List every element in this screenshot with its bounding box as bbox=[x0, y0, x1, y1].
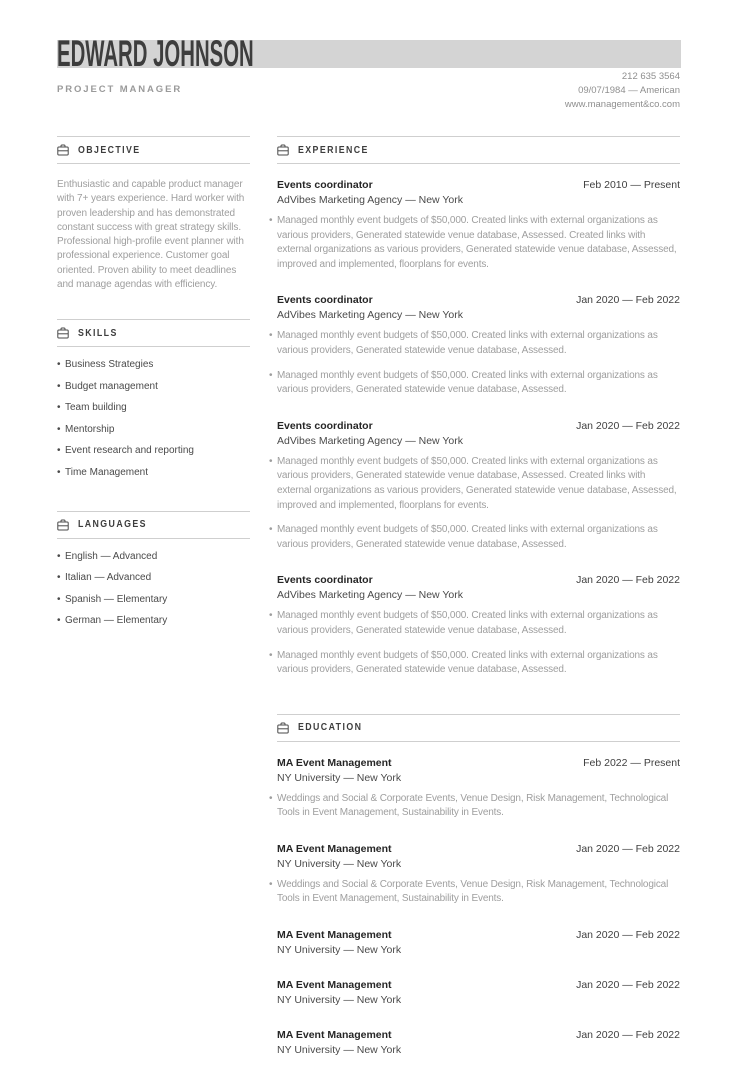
skills-list bbox=[57, 360, 250, 478]
section-heading: LANGUAGES bbox=[78, 519, 147, 531]
bullet-item: • Managed monthly event budgets of $50,000. Created links with external organizations as various providers, Generated statewide venue database, Assessed. bbox=[270, 329, 680, 358]
job-bullet-list bbox=[270, 214, 680, 272]
skills-section bbox=[57, 319, 250, 478]
skill-item: • Budget management bbox=[57, 382, 250, 392]
left-column bbox=[57, 136, 250, 1057]
school-name: NY University — New York bbox=[277, 994, 402, 1007]
degree-dates: Jan 2020 — Feb 2022 bbox=[576, 842, 680, 855]
entry-header bbox=[277, 1029, 680, 1042]
briefcase-icon bbox=[57, 327, 69, 339]
experience-entry bbox=[277, 179, 680, 272]
entry-header bbox=[277, 979, 680, 992]
bullet-item: • Managed monthly event budgets of $50,000. Created links with external organizations as various providers, Generated statewide venue database, Assessed. bbox=[270, 523, 680, 552]
education-entry bbox=[277, 843, 680, 907]
entry-header bbox=[277, 420, 680, 433]
languages-section bbox=[57, 511, 250, 627]
contact-birthdate-nationality: 09/07/1984 — American bbox=[578, 85, 680, 96]
bullet-item: • Managed monthly event budgets of $50,000. Created links with external organizations as various providers, Generated statewide venue database, Assessed. bbox=[270, 369, 680, 398]
education-section bbox=[277, 714, 680, 1057]
job-bullet-list bbox=[270, 609, 680, 677]
skill-item: • Business Strategies bbox=[57, 360, 250, 370]
entry-header bbox=[277, 757, 680, 770]
experience-entry bbox=[277, 574, 680, 677]
school-name: NY University — New York bbox=[277, 857, 402, 870]
job-bullet-list bbox=[270, 329, 680, 397]
education-entry bbox=[277, 979, 680, 1007]
resume-page bbox=[0, 33, 736, 1081]
job-company: AdVibes Marketing Agency — New York bbox=[277, 194, 463, 206]
entry-header bbox=[277, 929, 680, 942]
entry-header bbox=[277, 294, 680, 307]
briefcase-icon bbox=[277, 144, 289, 156]
bullet-item: • Managed monthly event budgets of $50,000. Created links with external organizations as various providers, Generated statewide venue database, Assessed. bbox=[270, 649, 680, 678]
job-title: Events coordinator bbox=[277, 294, 373, 307]
degree-title: MA Event Management bbox=[277, 842, 392, 855]
contact-phone: 212 635 3564 bbox=[621, 71, 680, 82]
job-company: AdVibes Marketing Agency — New York bbox=[277, 309, 463, 322]
briefcase-icon bbox=[277, 722, 289, 734]
entry-header bbox=[277, 843, 680, 856]
degree-dates: Jan 2020 — Feb 2022 bbox=[576, 979, 680, 992]
section-heading: SKILLS bbox=[78, 327, 118, 339]
job-company: AdVibes Marketing Agency — New York bbox=[277, 434, 463, 447]
bullet-item: • Managed monthly event budgets of $50,000. Created links with external organizations as various providers, Generated statewide venue database, Assessed. bbox=[270, 609, 680, 638]
skill-item: • Time Management bbox=[57, 468, 250, 478]
degree-bullet-list bbox=[270, 878, 680, 907]
job-dates: Feb 2010 — Present bbox=[583, 179, 680, 191]
section-heading: EDUCATION bbox=[298, 722, 363, 734]
languages-section-header bbox=[57, 511, 250, 539]
entry-header bbox=[277, 574, 680, 587]
language-item: • Italian — Advanced bbox=[57, 573, 250, 583]
experience-section-header bbox=[277, 136, 680, 164]
section-heading: EXPERIENCE bbox=[298, 144, 369, 156]
briefcase-icon bbox=[57, 519, 69, 531]
skill-item: • Mentorship bbox=[57, 425, 250, 435]
school-name: NY University — New York bbox=[277, 944, 402, 957]
briefcase-icon bbox=[57, 144, 69, 156]
job-dates: Jan 2020 — Feb 2022 bbox=[576, 294, 680, 307]
school-name: NY University — New York bbox=[277, 771, 402, 784]
person-name: EDWARD JOHNSON bbox=[57, 33, 254, 74]
skill-item: • Event research and reporting bbox=[57, 446, 250, 456]
language-item: • Spanish — Elementary bbox=[57, 595, 250, 605]
degree-title: MA Event Management bbox=[277, 979, 392, 992]
entry-header bbox=[277, 179, 680, 192]
language-item: • German — Elementary bbox=[57, 616, 250, 626]
degree-title: MA Event Management bbox=[277, 1029, 392, 1042]
contact-website: www.management&co.com bbox=[564, 99, 680, 110]
experience-entry bbox=[277, 294, 680, 397]
right-column bbox=[277, 136, 680, 1057]
person-job-title: PROJECT MANAGER bbox=[57, 84, 183, 95]
job-dates: Jan 2020 — Feb 2022 bbox=[576, 419, 680, 432]
bullet-item: • Weddings and Social & Corporate Events, Venue Design, Risk Management, Technological Tools in Event Management, Sustainability in Events. bbox=[270, 878, 680, 907]
bullet-item: • Weddings and Social & Corporate Events, Venue Design, Risk Management, Technological Tools in Event Management, Sustainability in Events. bbox=[270, 792, 680, 821]
education-entry bbox=[277, 929, 680, 957]
job-bullet-list bbox=[270, 455, 680, 553]
degree-bullet-list bbox=[270, 792, 680, 821]
objective-section-header bbox=[57, 136, 250, 164]
languages-list bbox=[57, 552, 250, 627]
school-name: NY University — New York bbox=[277, 1044, 402, 1057]
degree-title: MA Event Management bbox=[277, 756, 392, 769]
degree-title: MA Event Management bbox=[277, 929, 392, 942]
experience-section bbox=[277, 136, 680, 678]
objective-section bbox=[57, 136, 250, 292]
education-entry bbox=[277, 757, 680, 821]
experience-entry bbox=[277, 420, 680, 553]
job-dates: Jan 2020 — Feb 2022 bbox=[576, 574, 680, 587]
degree-dates: Jan 2020 — Feb 2022 bbox=[576, 1029, 680, 1042]
degree-dates: Feb 2022 — Present bbox=[583, 756, 680, 769]
bullet-item: • Managed monthly event budgets of $50,000. Created links with external organizations as various providers, Generated statewide venue database, Assessed. Created links with external organizations as various providers, Generated statewide venue database, Assessed, improved and implemented, floorplans for events. bbox=[270, 455, 680, 513]
skills-section-header bbox=[57, 319, 250, 347]
section-heading: OBJECTIVE bbox=[78, 144, 141, 156]
language-item: • English — Advanced bbox=[57, 552, 250, 562]
skill-item: • Team building bbox=[57, 403, 250, 413]
objective-text: Enthusiastic and capable product manager with 7+ years experience. Hard worker with proven leadership and has demonstrated constant success with great strategy skills. Professional high-profile event planner with professional experience. Customer goal oriented. Proven ability to meet deadlines and manage agendas with efficiency. bbox=[57, 179, 245, 291]
education-section-header bbox=[277, 714, 680, 742]
job-company: AdVibes Marketing Agency — New York bbox=[277, 589, 463, 602]
degree-dates: Jan 2020 — Feb 2022 bbox=[576, 929, 680, 942]
job-title: Events coordinator bbox=[277, 574, 373, 587]
bullet-item: • Managed monthly event budgets of $50,000. Created links with external organizations as various providers, Generated statewide venue database, Assessed. Created links with external organizations as various providers, Generated statewide venue database, Assessed, improved and implemented, floorplans for events. bbox=[270, 214, 680, 272]
job-title: Events coordinator bbox=[277, 179, 373, 191]
resume-body bbox=[57, 136, 680, 1057]
job-title: Events coordinator bbox=[277, 419, 373, 432]
education-entry bbox=[277, 1029, 680, 1057]
